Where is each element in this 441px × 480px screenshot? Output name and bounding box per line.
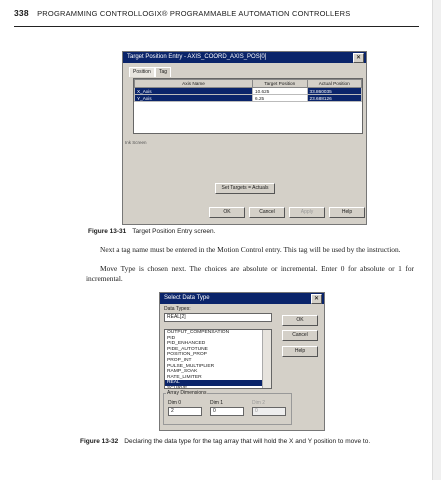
list-item[interactable]: PID: [167, 335, 176, 341]
data-types-label: Data Types:: [164, 306, 191, 312]
axis-grid: [133, 78, 363, 134]
page-edge: [432, 0, 441, 480]
dim0-input[interactable]: 2: [168, 407, 202, 416]
list-scrollbar[interactable]: [262, 330, 271, 388]
ink-screen-label: Ink Screen: [125, 140, 147, 145]
table-row[interactable]: [135, 95, 362, 102]
dim0-label: Dim 0: [168, 400, 182, 406]
ok-button[interactable]: OK: [282, 315, 318, 326]
paragraph: Move Type is chosen next. The choices are absolute or incremental. Enter 0 for absolute or 1 for incremental.: [86, 264, 414, 283]
figure-caption: [80, 437, 410, 446]
help-button[interactable]: Help: [329, 207, 365, 218]
col-actual-position[interactable]: Actual Position: [307, 80, 361, 88]
dim1-label: Dim 1: [210, 400, 224, 406]
dim2-label: Dim 2: [252, 400, 266, 406]
figure-text: Target Position Entry screen.: [132, 228, 216, 235]
table-row[interactable]: [135, 88, 362, 95]
target-position-cell[interactable]: 6.25: [253, 95, 307, 102]
figure-caption: [88, 228, 215, 235]
figure-label: Figure 13-31: [88, 228, 127, 235]
set-targets-button[interactable]: Set Targets = Actuals: [215, 183, 275, 194]
cancel-button[interactable]: Cancel: [249, 207, 285, 218]
actual-position-cell: 23.688126: [307, 95, 361, 102]
running-title: PROGRAMMING CONTROLLOGIX® PROGRAMMABLE AUTOMATION CONTROLLERS: [37, 9, 351, 18]
list-item[interactable]: PROP_INT: [167, 357, 192, 363]
list-item[interactable]: PIDE_AUTOTUNE: [167, 346, 208, 352]
list-item[interactable]: OUTPUT_COMPENSATION: [167, 330, 230, 335]
axis-name-cell[interactable]: Y_Axis: [135, 95, 253, 102]
figure-text: Declaring the data type for the tag array that will hold the X and Y position to move to.: [124, 438, 371, 445]
page-number: 338: [14, 8, 29, 18]
axis-name-cell[interactable]: X_Axis: [135, 88, 253, 95]
col-axis-name[interactable]: Axis Name: [135, 80, 253, 88]
apply-button[interactable]: Apply: [289, 207, 325, 218]
ok-button[interactable]: OK: [209, 207, 245, 218]
target-position-dialog: [122, 51, 367, 225]
dialog-title: Select Data Type: [164, 295, 210, 301]
list-item[interactable]: POSITION_PROP: [167, 352, 207, 358]
cancel-button[interactable]: Cancel: [282, 330, 318, 341]
dim1-input[interactable]: 0: [210, 407, 244, 416]
dialog-title-bar: [160, 293, 324, 304]
paragraph: Next a tag name must be entered in the Motion Control entry. This tag will be used by the instruction.: [100, 245, 401, 254]
target-position-cell[interactable]: 10.625: [253, 88, 307, 95]
close-icon[interactable]: ✕: [353, 53, 364, 63]
tab-position[interactable]: Position: [129, 67, 155, 77]
array-dimensions-group: [163, 390, 292, 425]
list-item[interactable]: PID_ENHANCED: [167, 341, 206, 347]
help-button[interactable]: Help: [282, 346, 318, 357]
list-item[interactable]: RATE_LIMITER: [167, 374, 202, 380]
list-item[interactable]: SCURVE: [167, 385, 188, 389]
col-target-position[interactable]: Target Position: [253, 80, 307, 88]
dialog-title-bar: [123, 52, 366, 63]
data-type-input[interactable]: REAL[2]: [164, 313, 272, 322]
actual-position-cell: 33.860035: [307, 88, 361, 95]
dim2-input[interactable]: 0: [252, 407, 286, 416]
list-item-selected[interactable]: REAL: [165, 380, 271, 386]
figure-label: Figure 13-32: [80, 438, 119, 445]
dialog-title: Target Position Entry - AXIS_COORD_AXIS_POS[0]: [127, 54, 267, 60]
page-header: [14, 8, 419, 27]
select-data-type-dialog: [159, 292, 325, 431]
data-type-list[interactable]: [164, 329, 272, 389]
close-icon[interactable]: ✕: [311, 294, 322, 304]
list-item[interactable]: PULSE_MULTIPLIER: [167, 363, 215, 369]
list-item[interactable]: RAMP_SOAK: [167, 369, 198, 375]
array-dimensions-label: Array Dimensions: [167, 390, 207, 396]
tab-tag[interactable]: Tag: [155, 67, 171, 77]
